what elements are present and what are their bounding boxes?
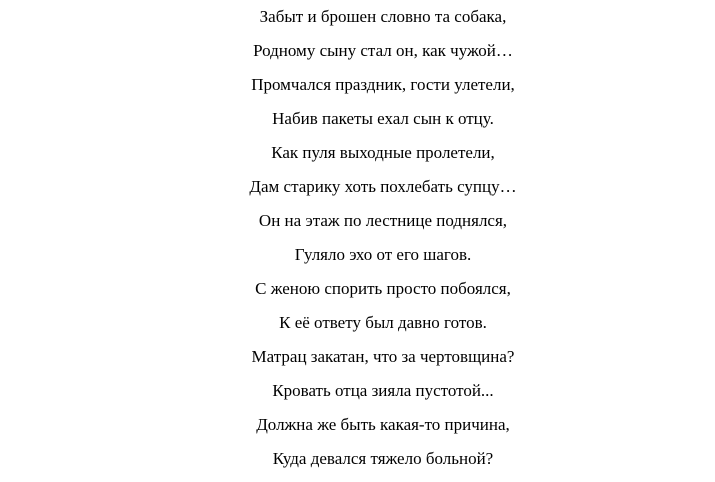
poem-line: Промчался праздник, гости улетели, [251, 75, 515, 94]
poem-line: К её ответу был давно готов. [279, 313, 487, 332]
poem-line: Он на этаж по лестнице поднялся, [258, 211, 508, 230]
poem-line: Кровать отца зияла пустотой... [272, 381, 494, 400]
poem-line: Матрац закатан, что за чертовщина? [251, 347, 515, 366]
poem-line: Должна же быть какая-то причина, [256, 415, 510, 434]
poem-line: Как пуля выходные пролетели, [271, 143, 495, 162]
poem-text [0, 6, 715, 482]
poem-line: Куда девался тяжело больной? [272, 449, 494, 468]
poem-line: Забыт и брошен словно та собака, [259, 7, 507, 26]
poem-line: Гуляло эхо от его шагов. [294, 245, 472, 264]
poem-line: С женою спорить просто побоялся, [255, 279, 511, 298]
poem-line: Родному сыну стал он, как чужой… [253, 41, 513, 60]
poem-line: Набив пакеты ехал сын к отцу. [272, 109, 494, 128]
poem-line: Дам старику хоть похлебать супцу… [249, 177, 517, 196]
